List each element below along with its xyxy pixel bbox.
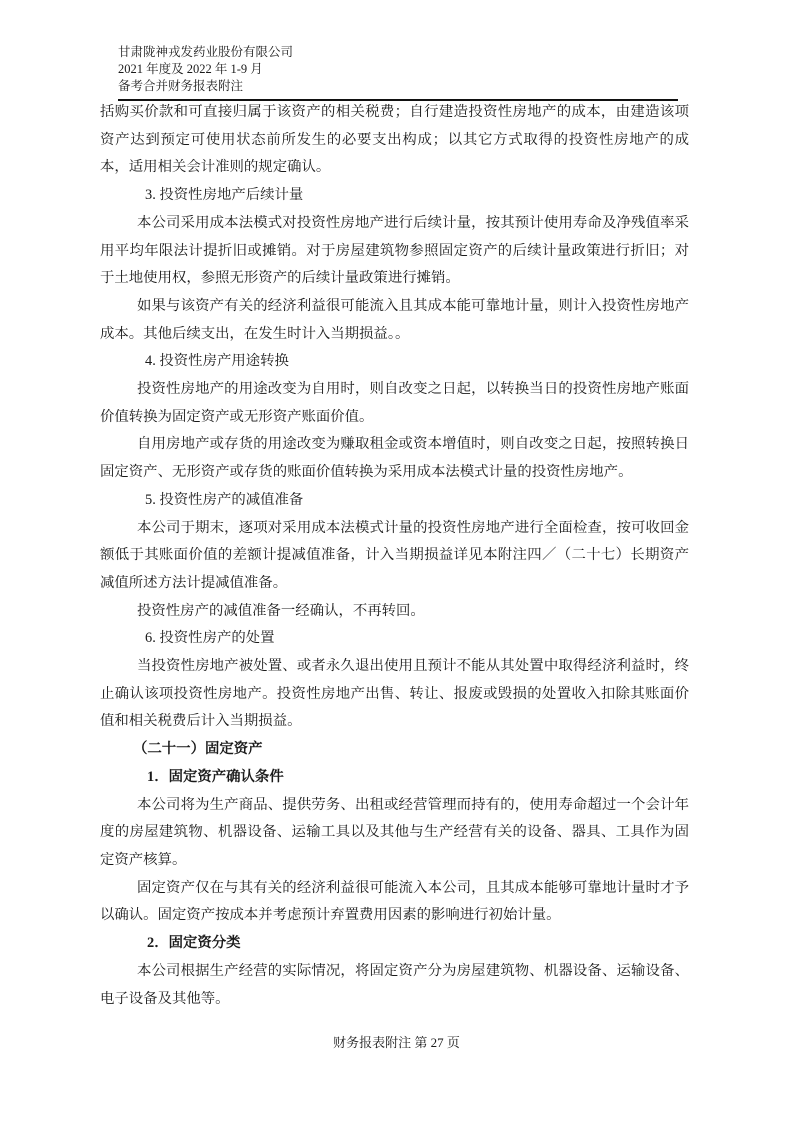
- section-heading-21-fixed-assets: （二十一）固定资产: [133, 741, 263, 758]
- paragraph: 固定资产仅在与其有关的经济利益很可能流入本公司，且其成本能够可靠地计量时才予以确认。固定资产按成本并考虑预计弃置费用因素的影响进行初始计量。: [100, 879, 689, 924]
- page-footer: 财务报表附注 第 27 页: [333, 1035, 460, 1050]
- sub-heading-4: 4. 投资性房产用途转换: [145, 353, 289, 370]
- document-body: [100, 99, 689, 1013]
- paragraph: 如果与该资产有关的经济利益很可能流入且其成本能可靠地计量，则计入投资性房地产成本。其他后续支出，在发生时计入当期损益。。: [100, 297, 689, 342]
- sub-heading-6: 6. 投资性房产的处置: [145, 630, 275, 647]
- paragraph: 当投资性房地产被处置、或者永久退出使用且预计不能从其处置中取得经济利益时，终止确认该项投资性房地产。投资性房地产出售、转让、报废或毁损的处置收入扣除其账面价值和相关税费后计入当期损益。: [100, 658, 689, 730]
- paragraph: 投资性房地产的用途改变为自用时，则自改变之日起，以转换当日的投资性房地产账面价值转换为固定资产或无形资产账面价值。: [100, 381, 689, 425]
- bold-sub-heading-2: 2．固定资分类: [147, 935, 241, 952]
- sub-heading-3: 3. 投资性房地产后续计量: [145, 187, 304, 204]
- header-report-period: 2021 年度及 2022 年 1-9 月: [118, 62, 263, 76]
- paragraph: 本公司根据生产经营的实际情况，将固定资产分为房屋建筑物、机器设备、运输设备、电子设备及其他等。: [100, 962, 689, 1007]
- header-company-name: 甘肃陇神戎发药业股份有限公司: [118, 45, 294, 59]
- bold-sub-heading-1: 1．固定资产确认条件: [147, 768, 284, 785]
- paragraph: 本公司将为生产商品、提供劳务、出租或经营管理而持有的，使用寿命超过一个会计年度的房屋建筑物、机器设备、运输工具以及其他与生产经营有关的设备、器具、工具作为固定资产核算。: [100, 796, 689, 868]
- paragraph: 投资性房产的减值准备一经确认，不再转回。: [137, 602, 425, 619]
- paragraph-continued: 括购买价款和可直接归属于该资产的相关税费；自行建造投资性房地产的成本，由建造该项资产达到预定可使用状态前所发生的必要支出构成；以其它方式取得的投资性房地产的成本，适用相关会计准则的规定确认。: [100, 104, 689, 176]
- paragraph: 本公司于期末，逐项对采用成本法模式计量的投资性房地产进行全面检查，按可收回金额低于其账面价值的差额计提减值准备，计入当期损益详见本附注四／（二十七）长期资产减值所述方法计提减值准备。: [100, 519, 689, 591]
- header-document-title: 备考合并财务报表附注: [118, 79, 244, 93]
- page-header: [118, 44, 678, 101]
- sub-heading-5: 5. 投资性房产的减值准备: [145, 491, 304, 508]
- paragraph: 自用房地产或存货的用途改变为赚取租金或资本增值时，则自改变之日起，按照转换日固定资产、无形资产或存货的账面价值转换为采用成本法模式计量的投资性房地产。: [100, 436, 689, 481]
- paragraph: 本公司采用成本法模式对投资性房地产进行后续计量，按其预计使用寿命及净残值率采用平均年限法计提折旧或摊销。对于房屋建筑物参照固定资产的后续计量政策进行折旧；对于土地使用权，参照无形资产的后续计量政策进行摊销。: [100, 214, 689, 287]
